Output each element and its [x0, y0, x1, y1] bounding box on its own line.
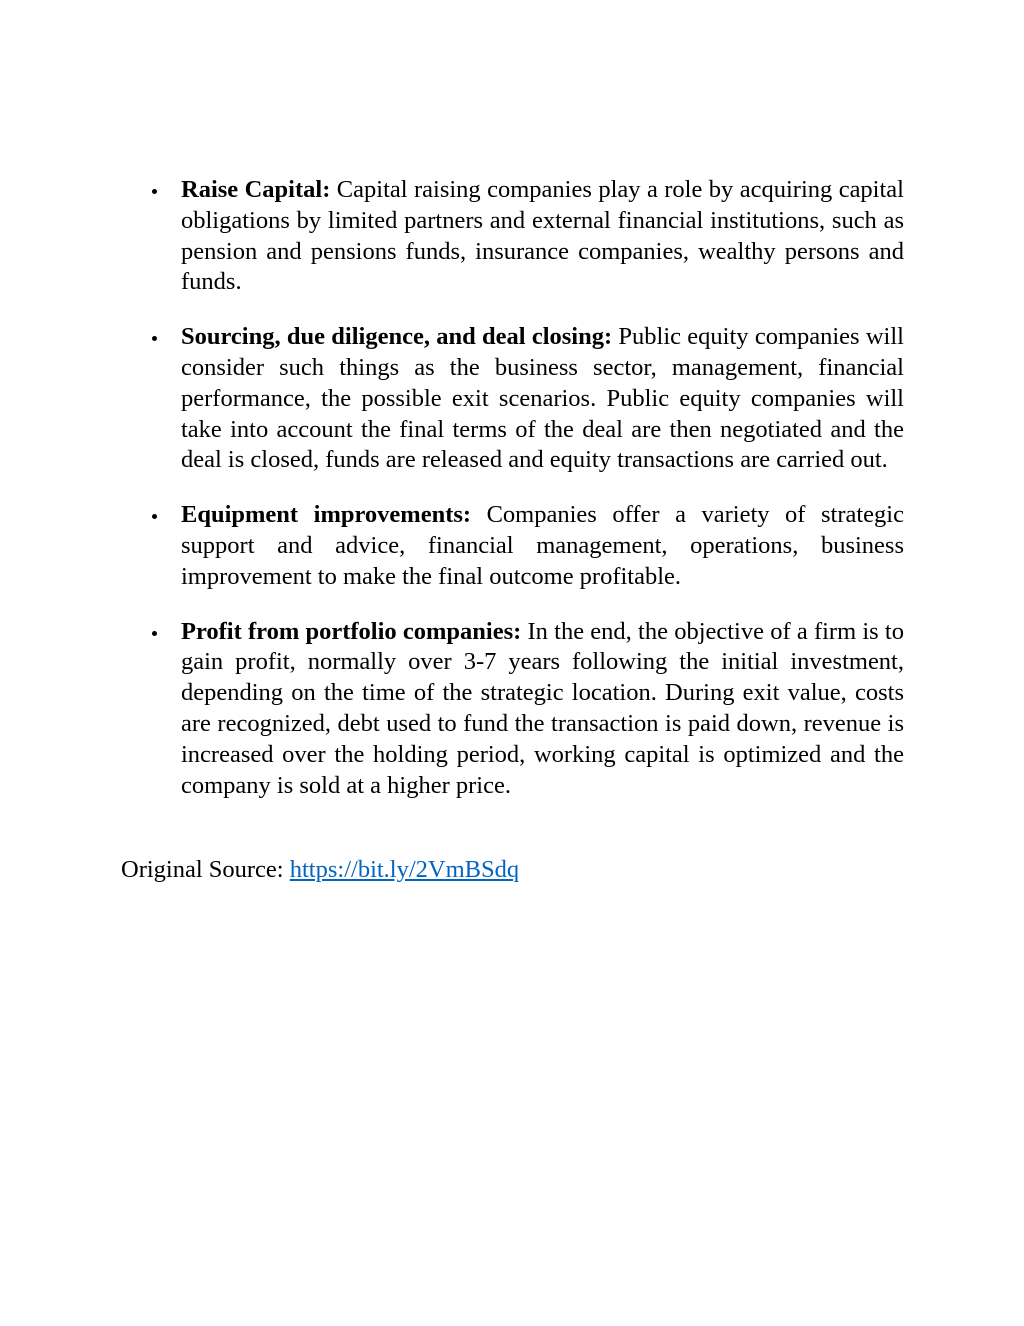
bullet-term: Raise Capital:: [181, 176, 337, 203]
bullet-text: Companies offer a variety of strategic support and advice, financial management, operations, business improvement to make the final outcome profitable.: [181, 501, 904, 590]
bullet-item-profit: [121, 617, 904, 802]
source-label: Original Source:: [121, 856, 290, 883]
bullet-item-sourcing: [121, 322, 904, 476]
bullet-text: In the end, the objective of a firm is to gain profit, normally over 3-7 years following the initial investment, depending on the time of the strategic location. During exit value, costs are recognized, debt used to fund the transaction is paid down, revenue is increased over the holding period, working capital is optimized and the company is sold at a higher price.: [181, 617, 904, 799]
bullet-item-equipment-improvements: [121, 500, 904, 592]
bullet-term: Equipment improvements:: [181, 501, 487, 529]
bullet-term: Sourcing, due diligence, and deal closing:: [181, 323, 619, 351]
bullet-term: Profit from portfolio companies:: [181, 617, 528, 645]
bullet-text: Capital raising companies play a role by acquiring capital obligations by limited partners and external financial institutions, such as pension and pensions funds, insurance companies, wealthy persons and funds.: [181, 176, 904, 296]
source-link[interactable]: https://bit.ly/2VmBSdq: [289, 856, 520, 883]
bullet-list: [121, 175, 904, 825]
bullet-text: Public equity companies will consider such things as the business sector, management, financial performance, the possible exit scenarios. Public equity companies will take into account the final terms of the deal are then negotiated and the deal is closed, funds are released and equity transactions are carried out.: [181, 323, 904, 474]
bullet-icon: [152, 631, 157, 636]
bullet-icon: [152, 189, 157, 194]
bullet-icon: [152, 336, 157, 341]
bullet-icon: [152, 514, 157, 519]
bullet-item-raise-capital: [121, 175, 904, 298]
source-line: [121, 855, 519, 886]
